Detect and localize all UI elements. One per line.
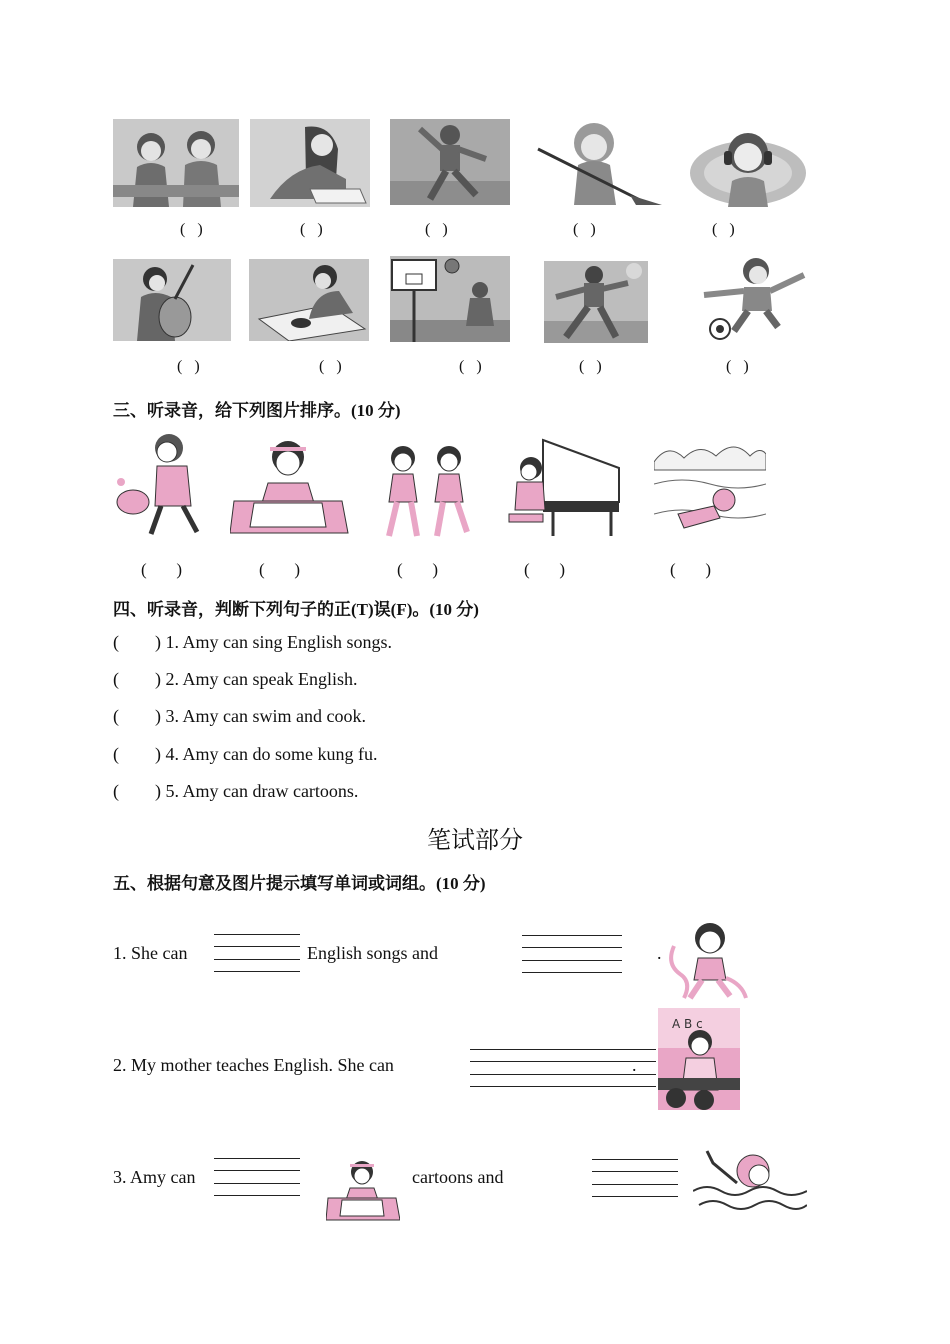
answer-paren[interactable]: ( ) [397,560,439,579]
girl-listening-music-icon [688,123,808,207]
answer-paren[interactable]: ( ) [319,358,342,375]
boy-piano-icon [503,432,625,538]
answer-paren[interactable]: ( ) [726,358,749,375]
true-false-item[interactable]: ( ) 5. Amy can draw cartoons. [113,781,359,801]
q3-text-middle: cartoons and [412,1167,504,1187]
boy-basketball-icon [390,256,510,342]
answer-paren[interactable]: ( ) [177,358,200,375]
section-4-heading: 四、听录音，判断下列句子的正(T)误(F)。(10 分) [113,600,479,619]
q3-text-start: 3. Amy can [113,1167,196,1187]
section-5-heading: 五、根据句意及图片提示填写单词或词组。(10 分) [113,874,486,893]
q3-blank-2[interactable] [592,1159,678,1199]
q1-blank-1[interactable] [214,934,300,974]
girl-writing-icon [250,119,370,207]
answer-paren[interactable]: ( ) [524,560,566,579]
answer-paren[interactable]: ( ) [459,358,482,375]
q2-text: 2. My mother teaches English. She can [113,1055,394,1075]
boy-dancing-icon [390,119,510,205]
written-part-title: 笔试部分 [427,826,523,854]
section-3-heading: 三、听录音，给下列图片排序。(10 分) [113,401,401,420]
boy-football-icon [698,255,808,341]
girl-drawing-small-icon [326,1158,400,1224]
q1-period: . [657,943,662,963]
girl-swimming-icon [654,434,766,542]
girl-playing-pipa-icon [113,259,231,341]
true-false-item[interactable]: ( ) 3. Amy can swim and cook. [113,706,366,726]
true-false-item[interactable]: ( ) 2. Amy can speak English. [113,669,358,689]
two-girls-icon [113,119,239,207]
swimmer-icon [693,1143,807,1217]
answer-paren[interactable]: ( ) [670,560,712,579]
true-false-item[interactable]: ( ) 4. Amy can do some kung fu. [113,744,378,764]
answer-paren[interactable]: ( ) [141,560,183,579]
answer-paren[interactable]: ( ) [579,358,602,375]
boy-ping-pong-icon [113,432,211,540]
answer-paren[interactable]: ( ) [300,221,323,238]
teacher-classroom-icon [658,1008,740,1110]
q1-text-start: 1. She can [113,943,188,963]
girl-drawing-icon [230,437,350,541]
answer-paren[interactable]: ( ) [712,221,735,238]
girl-sweeping-icon [532,119,664,205]
answer-paren[interactable]: ( ) [259,560,301,579]
q2-blank[interactable] [470,1049,656,1089]
q3-blank-1[interactable] [214,1158,300,1198]
svg-text:A B c: A B c [672,1017,703,1031]
answer-paren[interactable]: ( ) [573,221,596,238]
answer-paren[interactable]: ( ) [425,221,448,238]
girl-dancing-ribbon-icon [666,918,748,1002]
girls-dancing-icon [367,440,485,542]
answer-paren[interactable]: ( ) [180,221,203,238]
q1-blank-2[interactable] [522,935,622,975]
boy-drawing-icon [249,259,369,341]
boy-kungfu-icon [544,261,648,343]
true-false-item[interactable]: ( ) 1. Amy can sing English songs. [113,632,392,652]
q2-period: . [632,1055,637,1075]
q1-text-middle: English songs and [307,943,439,963]
